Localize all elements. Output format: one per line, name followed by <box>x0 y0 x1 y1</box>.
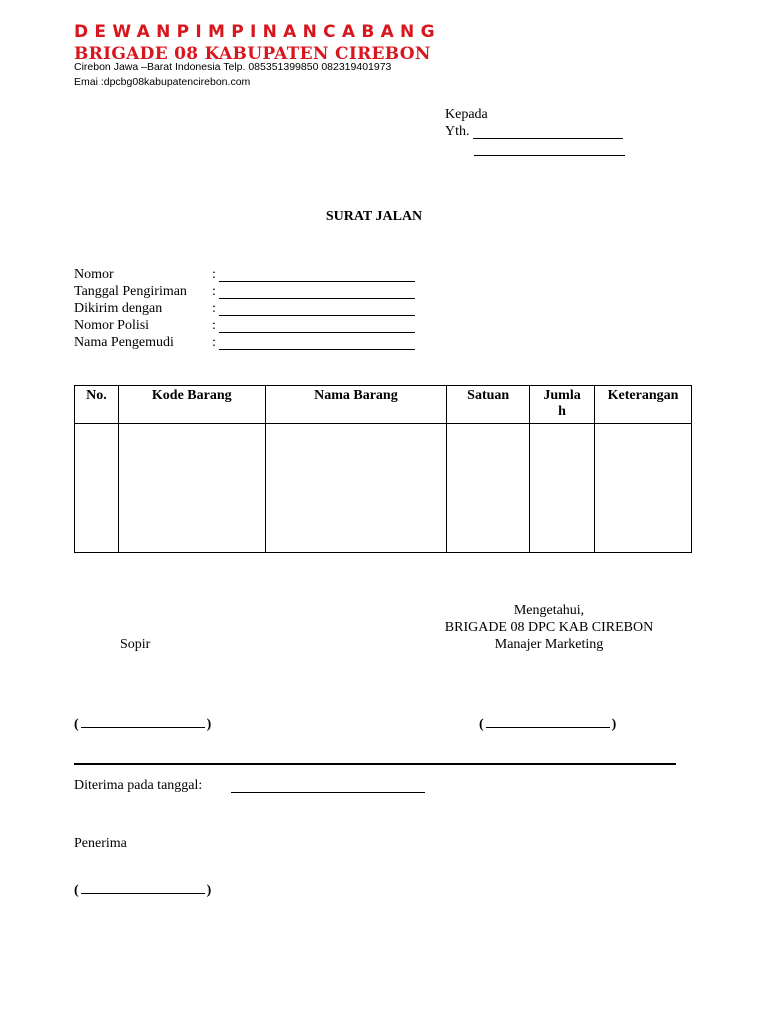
jumlah-part-1: Jumla <box>543 388 581 403</box>
signature-line <box>81 893 205 894</box>
field-label-nomor: Nomor <box>74 267 114 282</box>
field-line-nomor-polisi[interactable] <box>219 332 415 333</box>
close-paren: ) <box>206 883 212 898</box>
field-colon: : <box>212 318 216 333</box>
close-paren: ) <box>611 717 617 732</box>
kepada-label: Kepada <box>445 107 488 122</box>
col-header-satuan: Satuan <box>447 386 530 424</box>
open-paren: ( <box>74 717 79 732</box>
field-colon: : <box>212 284 216 299</box>
field-line-nomor[interactable] <box>219 281 415 282</box>
table-cell-nama-barang[interactable] <box>265 424 447 553</box>
items-table <box>74 385 692 553</box>
col-header-jumlah <box>530 386 595 424</box>
field-line-pengemudi[interactable] <box>219 349 415 350</box>
field-colon: : <box>212 335 216 350</box>
field-label-pengemudi: Nama Pengemudi <box>74 335 174 350</box>
open-paren: ( <box>74 883 79 898</box>
penerima-label: Penerima <box>74 836 127 851</box>
yth-label: Yth. <box>445 124 470 139</box>
field-label-dikirim: Dikirim dengan <box>74 301 163 316</box>
signature-line <box>486 727 610 728</box>
col-header-nama-barang: Nama Barang <box>265 386 447 424</box>
col-header-kode-barang: Kode Barang <box>118 386 265 424</box>
org-title: DEWANPIMPINANCABANG <box>74 22 441 42</box>
field-colon: : <box>212 301 216 316</box>
document-title: SURAT JALAN <box>325 209 423 224</box>
table-cell-kode-barang[interactable] <box>118 424 265 553</box>
position-label: Manajer Marketing <box>494 637 604 652</box>
table-cell-no[interactable] <box>75 424 119 553</box>
close-paren: ) <box>206 717 212 732</box>
table-header-row <box>75 386 692 424</box>
penerima-signature-field[interactable] <box>74 883 211 899</box>
field-colon: : <box>212 267 216 282</box>
col-header-no: No. <box>75 386 119 424</box>
manager-signature-field[interactable] <box>479 717 616 733</box>
field-label-nomor-polisi: Nomor Polisi <box>74 318 150 333</box>
sopir-label: Sopir <box>120 637 151 652</box>
contact-line: Cirebon Jawa –Barat Indonesia Telp. 085351399850 082319401973 <box>74 61 392 73</box>
diterima-label: Diterima pada tanggal: <box>74 778 203 793</box>
sopir-signature-field[interactable] <box>74 717 211 733</box>
org-signature-line: BRIGADE 08 DPC KAB CIREBON <box>444 620 654 635</box>
yth-line-2[interactable] <box>474 155 625 156</box>
mengetahui-label: Mengetahui, <box>513 603 585 618</box>
field-line-tanggal[interactable] <box>219 298 415 299</box>
signature-line <box>81 727 205 728</box>
open-paren: ( <box>479 717 484 732</box>
diterima-date-line[interactable] <box>231 792 425 793</box>
org-subtitle: BRIGADE 08 KABUPATEN CIREBON <box>74 44 431 64</box>
col-header-keterangan: Keterangan <box>595 386 692 424</box>
yth-line-1[interactable] <box>473 138 623 139</box>
email-line: Emai :dpcbg08kabupatencirebon.com <box>74 76 251 88</box>
jumlah-part-2: h <box>558 404 566 419</box>
table-row <box>75 424 692 553</box>
table-cell-keterangan[interactable] <box>595 424 692 553</box>
table-cell-jumlah[interactable] <box>530 424 595 553</box>
table-cell-satuan[interactable] <box>447 424 530 553</box>
divider <box>74 763 676 765</box>
field-line-dikirim[interactable] <box>219 315 415 316</box>
field-label-tanggal: Tanggal Pengiriman <box>74 284 187 299</box>
